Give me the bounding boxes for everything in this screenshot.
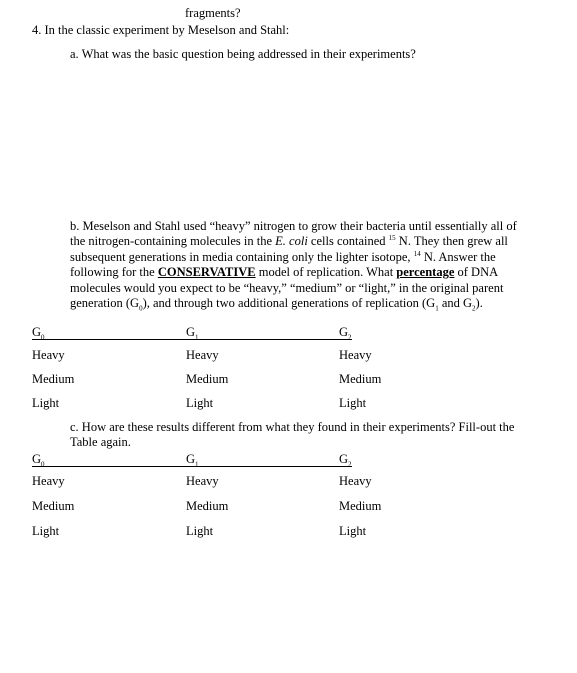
gen-0-header: $G_0$ <box>32 325 45 342</box>
header-rule <box>32 339 352 340</box>
gen-2-header: $G_2$ <box>339 452 352 469</box>
gen-0-header: $G_0$ <box>32 452 45 469</box>
g1-medium: Medium <box>186 372 229 386</box>
g2-medium: Medium <box>339 372 382 386</box>
g1-light: Light <box>186 396 214 410</box>
g0-heavy: Heavy <box>32 474 65 488</box>
header-rule <box>32 466 352 467</box>
fragment-text: fragments? <box>185 6 241 20</box>
gen-1-header: $G_1$ <box>186 452 199 469</box>
part-a-question: a. What was the basic question being addressed in their experiments? <box>70 47 416 61</box>
gen-2-header: $G_2$ <box>339 325 352 342</box>
g0-heavy: Heavy <box>32 348 65 362</box>
question-4-heading: 4. In the classic experiment by Meselson and Stahl: <box>32 23 290 37</box>
g2-light: Light <box>339 524 367 538</box>
gen-1-header: $G_1$ <box>186 325 199 342</box>
g0-light: Light <box>32 396 60 410</box>
g2-heavy: Heavy <box>339 348 372 362</box>
g1-medium: Medium <box>186 499 229 513</box>
g1-heavy: Heavy <box>186 348 219 362</box>
g0-medium: Medium <box>32 372 75 386</box>
part-b-question: b. Meselson and Stahl used “heavy” nitrogen to grow their bacteria until essentially all of the nitrogen-containing molecules in the E. coli cells contained $^{15}$ N. They then grew all subsequent generations in media containing only the lighter isotope, $^{14}$ N. Answer the following for the CONSERVATIVE model of replication. What percentage of DNA molecules would you expect to be “heavy,” “medium” or “light,” in the original parent generation $(G_0)$, and through two additional generations of replication ($G_1$ and $G_2$). <box>70 219 517 313</box>
part-c-question: c. How are these results different from what they found in their experiments? Fill-out the Table again. <box>70 420 515 450</box>
g2-heavy: Heavy <box>339 474 372 488</box>
g1-heavy: Heavy <box>186 474 219 488</box>
g0-medium: Medium <box>32 499 75 513</box>
g0-light: Light <box>32 524 60 538</box>
g2-medium: Medium <box>339 499 382 513</box>
g2-light: Light <box>339 396 367 410</box>
g1-light: Light <box>186 524 214 538</box>
